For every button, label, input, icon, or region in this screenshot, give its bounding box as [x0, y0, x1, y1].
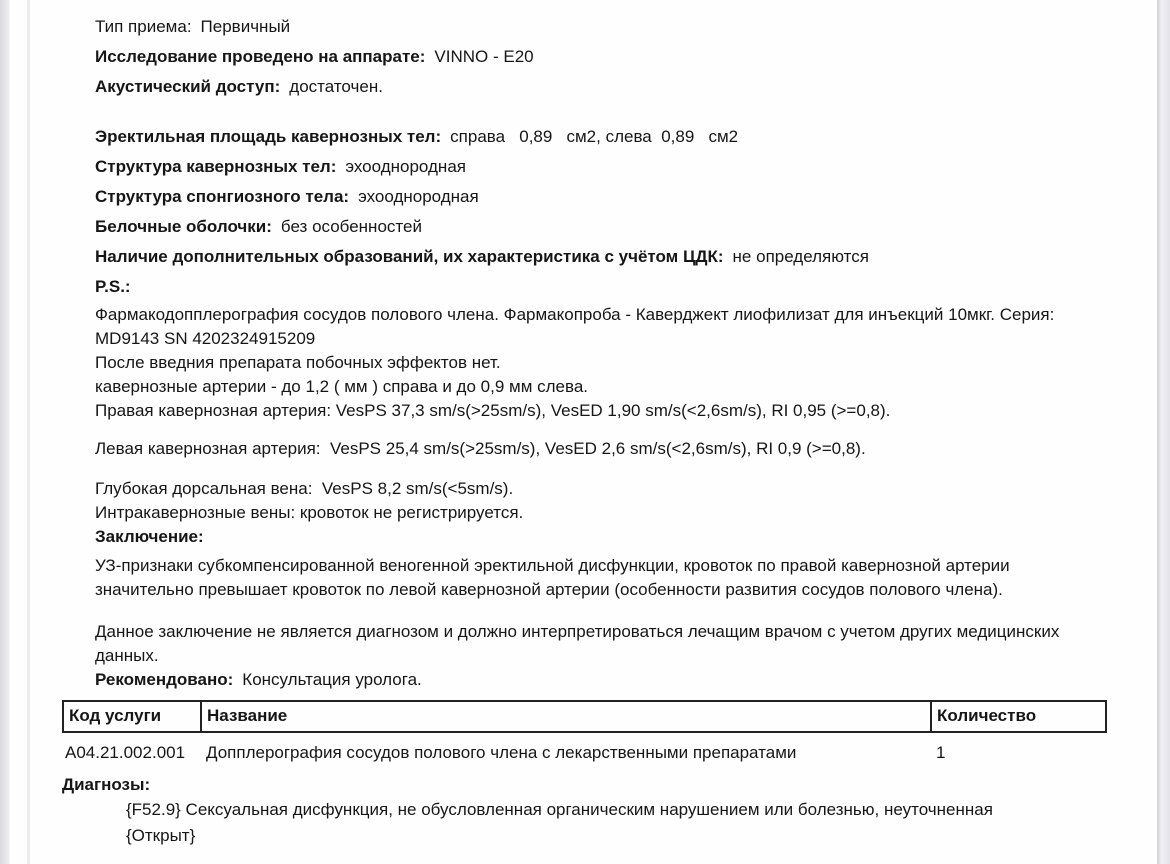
field-recommended — [95, 668, 1105, 692]
section-gap — [95, 105, 1105, 125]
diagnoses-label: Диагнозы: — [62, 775, 151, 794]
cavernous-structure-label: Структура кавернозных тел: — [95, 157, 337, 176]
field-tunica-albuginea — [95, 215, 1105, 239]
tunica-albuginea-value: без особенностей — [280, 217, 422, 236]
spongiosum-structure-label: Структура спонгиозного тела: — [95, 187, 350, 206]
ps-side-effects: После введния препарата побочных эффектов нет. — [95, 353, 501, 372]
blank-line — [95, 602, 1105, 620]
services-table-block — [62, 700, 1105, 765]
diagnoses-block — [62, 773, 1105, 849]
device-value: VINNO - E20 — [434, 47, 534, 66]
blank-line — [95, 423, 1105, 437]
conclusion-text: УЗ-признаки субкомпенсированной веногенной эректильной дисфункции, кровоток по правой кавернозной артерии значительно превышает кровоток по левой кавернозной артерии (особенности развития сосудов полового члена). — [95, 556, 1015, 599]
ps-left-cavernous-artery: Левая кавернозная артерия: VesPS 25,4 sm/s(>25sm/s), VesED 2,6 sm/s(<2,6sm/s), RI 0,9 (>=0,8). — [95, 439, 866, 458]
ps-pharmacodopplerography: Фармакодопплерография сосудов полового члена. Фармакопроба - Каверджект лиофилизат для инъекций 10мкг. Серия: MD9143 SN 4202324915209 — [95, 305, 1060, 348]
field-spongiosum-structure — [95, 185, 1105, 209]
services-table-header-row — [63, 701, 1106, 732]
cavernous-structure-value: эхооднородная — [345, 157, 466, 176]
services-header-code: Код услуги — [63, 701, 201, 732]
field-device — [95, 45, 1105, 69]
conclusion-label: Заключение: — [95, 527, 204, 546]
field-erectile-area — [95, 125, 1105, 149]
field-acoustic-access — [95, 75, 1105, 99]
recommended-value: Консультация уролога. — [242, 670, 422, 689]
spongiosum-structure-value: эхооднородная — [358, 187, 479, 206]
service-name: Допплерография сосудов полового члена с лекарственными препаратами — [206, 743, 797, 762]
field-visit-type — [95, 15, 1105, 39]
field-cavernous-structure — [95, 155, 1105, 179]
page-left-edge — [0, 0, 10, 864]
ps-intracavernous-veins: Интракавернозные вены: кровоток не регистрируется. — [95, 503, 524, 522]
page-right-edge — [1157, 0, 1170, 864]
page-left-edge-line — [27, 0, 30, 864]
service-code: А04.21.002.001 — [65, 743, 186, 762]
ps-label: P.S.: — [95, 277, 131, 296]
additional-masses-label: Наличие дополнительных образований, их характеристика с учётом ЦДК: — [95, 247, 724, 266]
ps-cavernous-arteries: кавернозные артерии - до 1,2 ( мм ) справа и до 0,9 мм слева. — [95, 377, 588, 396]
visit-type-value: Первичный — [200, 17, 291, 36]
tunica-albuginea-label: Белочные оболочки: — [95, 217, 272, 236]
report-body — [62, 15, 1105, 849]
diagnosis-item: {F52.9} Сексуальная дисфункция, не обусловленная органическим нарушением или болезнью, неуточненная {Открыт} — [126, 800, 1008, 845]
erectile-area-label: Эректильная площадь кавернозных тел: — [95, 127, 442, 146]
ps-right-cavernous-artery: Правая кавернозная артерия: VesPS 37,3 sm/s(>25sm/s), VesED 1,90 sm/s(<2,6sm/s), RI 0,95 (>=0,8). — [95, 401, 891, 420]
field-additional-masses — [95, 245, 1105, 269]
services-header-name: Название — [201, 701, 931, 732]
recommended-label: Рекомендовано: — [95, 670, 234, 689]
ps-deep-dorsal-vein: Глубокая дорсальная вена: VesPS 8,2 sm/s(<5sm/s). — [95, 479, 514, 498]
visit-type-label: Тип приема: — [95, 17, 192, 36]
service-quantity: 1 — [936, 743, 946, 762]
services-table — [62, 700, 1107, 765]
disclaimer-text: Данное заключение не является диагнозом и должно интерпретироваться лечащим врачом с учетом других медицинских данных. — [95, 622, 1065, 665]
blank-line — [95, 461, 1105, 477]
acoustic-access-value: достаточен. — [289, 77, 383, 96]
additional-masses-value: не определяются — [732, 247, 869, 266]
device-label: Исследование проведено на аппарате: — [95, 47, 426, 66]
erectile-area-value: справа 0,89 см2, слева 0,89 см2 — [450, 127, 739, 146]
acoustic-access-label: Акустический доступ: — [95, 77, 281, 96]
services-header-quantity: Количество — [931, 701, 1106, 732]
table-row — [63, 732, 1106, 765]
